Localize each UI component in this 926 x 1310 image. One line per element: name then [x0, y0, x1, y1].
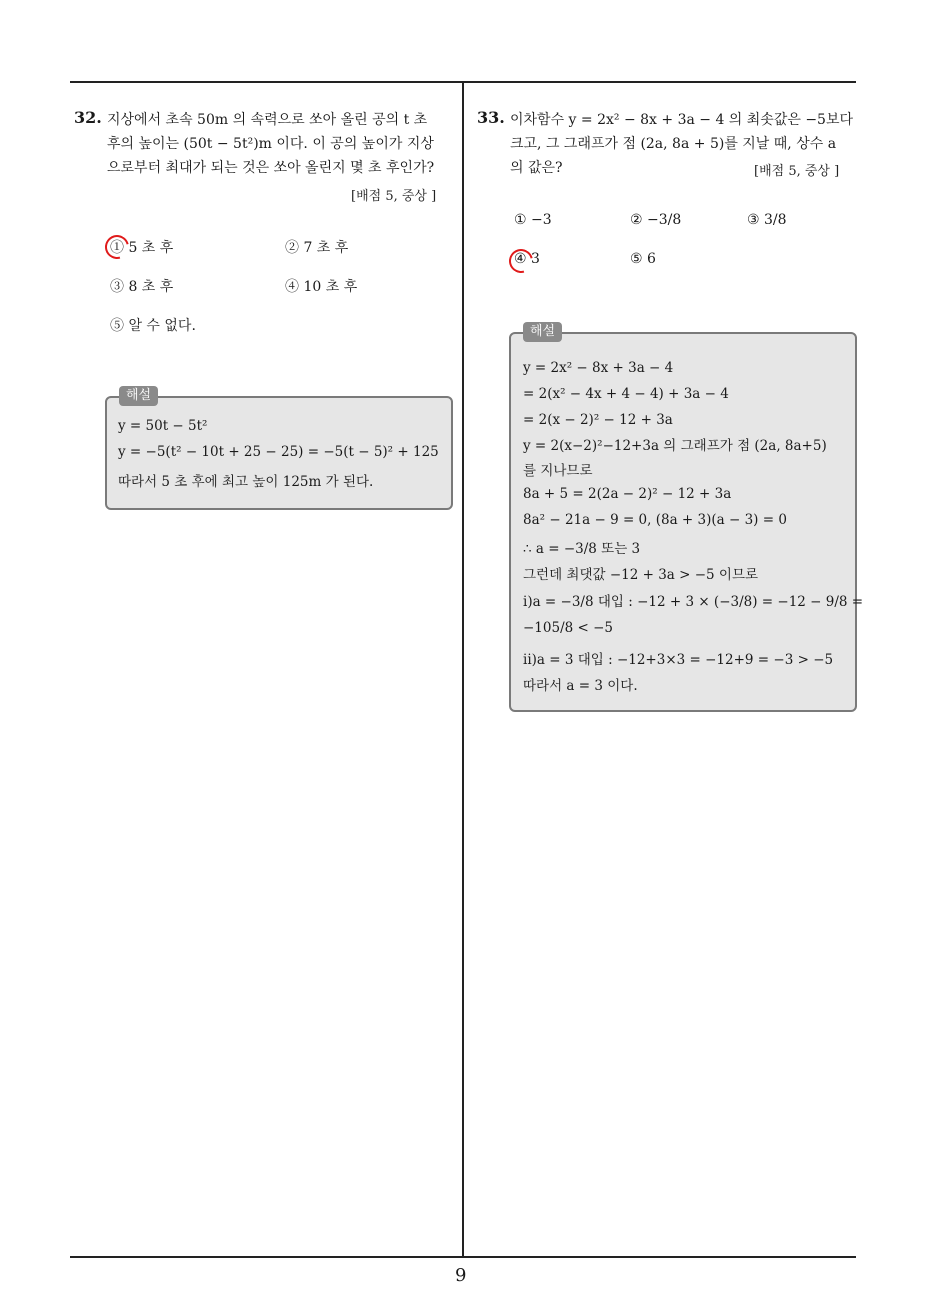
solution-tag: 해설	[119, 386, 158, 406]
solution-line: 그런데 최댓값 −12 + 3a > −5 이므로	[523, 567, 759, 583]
solution-line: = 2(x − 2)² − 12 + 3a	[523, 412, 673, 428]
question-text-line: 후의 높이는 (50t − 5t²)m 이다. 이 공의 높이가 지상	[107, 136, 434, 152]
bottom-rule	[70, 1256, 856, 1258]
choice-label: ③	[747, 212, 760, 228]
choice-text: −3	[531, 212, 552, 228]
choice-label: ②	[285, 240, 299, 256]
solution-line: 8a + 5 = 2(2a − 2)² − 12 + 3a	[523, 486, 732, 502]
choice-label: ④	[285, 279, 299, 295]
choice-2[interactable]	[285, 237, 348, 257]
choice-3[interactable]	[110, 276, 173, 296]
question-text-line: 의 값은?	[510, 160, 563, 176]
question-text-line: 으로부터 최대가 되는 것은 쏘아 올린지 몇 초 후인가?	[107, 160, 435, 176]
choice-5[interactable]	[630, 251, 656, 267]
solution-line: 따라서 a = 3 이다.	[523, 678, 638, 694]
solution-line: y = −5(t² − 10t + 25 − 25) = −5(t − 5)² + 125	[118, 444, 439, 460]
choice-2[interactable]	[630, 212, 681, 228]
solution-line: −105/8 < −5	[523, 620, 614, 636]
choice-text: 7 초 후	[303, 240, 349, 256]
choice-1[interactable]	[514, 212, 552, 228]
solution-line: ∴ a = −3/8 또는 3	[523, 541, 641, 557]
choice-text: −3/8	[647, 212, 682, 228]
choice-label: ①	[110, 240, 124, 256]
solution-line: y = 50t − 5t²	[118, 418, 208, 434]
score-meta: [배점 5, 중상 ]	[351, 189, 437, 204]
solution-line: 를 지나므로	[523, 463, 593, 479]
solution-tag: 해설	[523, 322, 562, 342]
score-meta: [배점 5, 중상 ]	[754, 164, 840, 179]
solution-line: 따라서 5 초 후에 최고 높이 125m 가 된다.	[118, 474, 374, 490]
answer-mark-circle	[101, 231, 134, 264]
choice-label: ①	[514, 212, 527, 228]
question-text-line: 지상에서 초속 50m 의 속력으로 쏘아 올린 공의 t 초	[107, 112, 428, 128]
answer-mark-circle	[505, 245, 538, 278]
solution-line: y = 2(x−2)²−12+3a 의 그래프가 점 (2a, 8a+5)	[523, 438, 827, 454]
choice-label: ④	[514, 251, 527, 267]
page-number: 9	[455, 1265, 467, 1286]
choice-text: 3	[531, 251, 540, 267]
column-divider	[462, 82, 464, 1257]
choice-label: ③	[110, 279, 124, 295]
choice-5[interactable]	[110, 315, 196, 335]
solution-line: ii)a = 3 대입 : −12+3×3 = −12+9 = −3 > −5	[523, 652, 834, 668]
solution-line: i)a = −3/8 대입 : −12 + 3 × (−3/8) = −12 − 9/8 =	[523, 594, 864, 610]
choice-3[interactable]	[747, 212, 787, 228]
choice-text: 알 수 없다.	[128, 318, 196, 334]
question-number: 33.	[477, 108, 505, 127]
choice-label: ⑤	[630, 251, 643, 267]
question-text-line: 이차함수 y = 2x² − 8x + 3a − 4 의 최솟값은 −5보다	[510, 112, 854, 128]
choice-label: ⑤	[110, 318, 124, 334]
choice-text: 6	[647, 251, 656, 267]
choice-text: 5 초 후	[128, 240, 174, 256]
choice-4[interactable]	[285, 276, 357, 296]
choice-text: 3/8	[764, 212, 787, 228]
choice-text: 8 초 후	[128, 279, 174, 295]
question-number: 32.	[74, 108, 102, 127]
question-text-line: 크고, 그 그래프가 점 (2a, 8a + 5)를 지날 때, 상수 a	[510, 136, 837, 152]
solution-line: 8a² − 21a − 9 = 0, (8a + 3)(a − 3) = 0	[523, 512, 787, 528]
solution-line: y = 2x² − 8x + 3a − 4	[523, 360, 674, 376]
choice-text: 10 초 후	[303, 279, 358, 295]
solution-line: = 2(x² − 4x + 4 − 4) + 3a − 4	[523, 386, 729, 402]
choice-label: ②	[630, 212, 643, 228]
